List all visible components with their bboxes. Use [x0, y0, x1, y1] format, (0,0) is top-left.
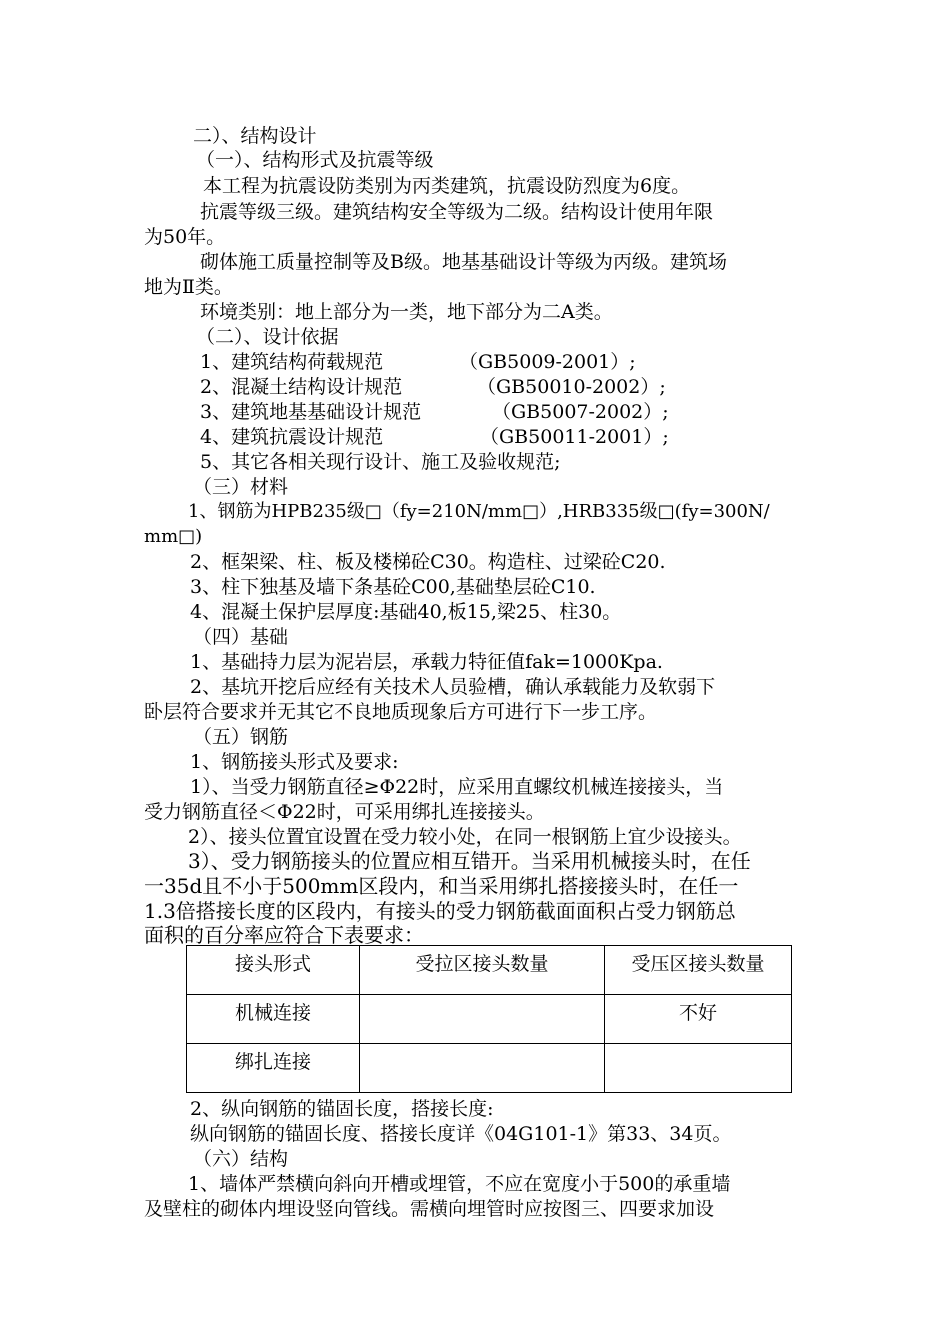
paragraph-line: 环境类别：地上部分为一类，地下部分为二A类。 — [200, 301, 613, 323]
table-cell — [605, 1044, 792, 1093]
paragraph-line: 1、基础持力层为泥岩层，承载力特征值fak=1000Kpa. — [190, 651, 663, 673]
code-item-4: 4、建筑抗震设计规范 — [200, 426, 384, 448]
paragraph-line: 卧层符合要求并无其它不良地质现象后方可进行下一步工序。 — [144, 701, 658, 723]
paragraph-line: 2、基坑开挖后应经有关技术人员验槽，确认承载能力及软弱下 — [190, 676, 716, 698]
subsection-heading-3: （三）材料 — [193, 476, 289, 498]
paragraph-line: 2、纵向钢筋的锚固长度，搭接长度: — [190, 1098, 494, 1120]
paragraph-line: 为50年。 — [144, 226, 226, 248]
code-item-3: 3、建筑地基基础设计规范 — [200, 401, 422, 423]
table-cell — [360, 1044, 605, 1093]
paragraph-line: 1、钢筋为HPB235级□（fy=210N/mm□）,HRB335级□(fy=300N/ — [188, 501, 770, 522]
code-ref-2: （GB50010-2002）; — [477, 376, 666, 398]
paragraph-line: 1.3倍搭接长度的区段内，有接头的受力钢筋截面面积占受力钢筋总 — [144, 899, 736, 923]
table-cell: 绑扎连接 — [187, 1044, 360, 1093]
paragraph-line: 砌体施工质量控制等及B级。地基基础设计等级为丙级。建筑场 — [200, 251, 727, 273]
subsection-heading-4: （四）基础 — [193, 626, 289, 648]
code-item-2: 2、混凝土结构设计规范 — [200, 376, 403, 398]
table-row — [187, 995, 792, 1044]
code-item-1: 1、建筑结构荷载规范 — [200, 351, 384, 373]
paragraph-line: 面积的百分率应符合下表要求： — [144, 923, 424, 947]
table-cell — [360, 995, 605, 1044]
paragraph-line: 3、柱下独基及墙下条基砼C00,基础垫层砼C10. — [190, 576, 596, 598]
table-row — [187, 1044, 792, 1093]
subsection-heading-1: （一）、结构形式及抗震等级 — [196, 149, 434, 171]
paragraph-line: 一35d且不小于500mm区段内，和当采用绑扎搭接接头时，在任一 — [144, 874, 739, 898]
paragraph-line: mm□) — [144, 526, 203, 547]
table-header-cell: 接头形式 — [187, 946, 360, 995]
paragraph-line: 及壁柱的砌体内埋设竖向管线。需横向埋管时应按图三、四要求加设 — [144, 1198, 715, 1220]
table-header-cell: 受拉区接头数量 — [360, 946, 605, 995]
paragraph-line: 2、框架梁、柱、板及楼梯砼C30。构造柱、过梁砼C20. — [190, 551, 666, 573]
paragraph-line: 纵向钢筋的锚固长度、搭接长度详《04G101-1》第33、34页。 — [190, 1123, 732, 1145]
paragraph-line: 2）、接头位置宜设置在受力较小处，在同一根钢筋上宜少设接头。 — [188, 826, 742, 848]
paragraph-line: 受力钢筋直径＜Φ22时，可采用绑扎连接接头。 — [144, 801, 545, 823]
code-item-5: 5、其它各相关现行设计、施工及验收规范; — [200, 451, 561, 473]
paragraph-line: 抗震等级三级。建筑结构安全等级为二级。结构设计使用年限 — [200, 201, 714, 223]
table-header-row — [187, 946, 792, 995]
subsection-heading-6: （六）结构 — [193, 1148, 289, 1170]
subsection-heading-5: （五）钢筋 — [193, 726, 289, 748]
paragraph-line: 1、钢筋接头形式及要求: — [190, 751, 399, 773]
paragraph-line: 4、混凝土保护层厚度:基础40,板15,梁25、柱30。 — [190, 601, 622, 623]
table-cell: 不好 — [605, 995, 792, 1044]
paragraph-line: 1）、当受力钢筋直径≥Φ22时，应采用直螺纹机械连接接头，当 — [190, 776, 724, 798]
splice-ratio-table — [186, 945, 792, 1093]
paragraph-line: 地为Ⅱ类。 — [144, 276, 233, 298]
table-cell: 机械连接 — [187, 995, 360, 1044]
code-ref-1: （GB5009-2001）; — [459, 351, 636, 373]
paragraph-line: 1、墙体严禁横向斜向开槽或埋管，不应在宽度小于500的承重墙 — [188, 1173, 731, 1195]
code-ref-3: （GB5007-2002）; — [492, 401, 669, 423]
code-ref-4: （GB50011-2001）; — [480, 426, 669, 448]
paragraph-line: 本工程为抗震设防类别为丙类建筑，抗震设防烈度为6度。 — [203, 175, 691, 197]
subsection-heading-2: （二）、设计依据 — [196, 326, 339, 348]
paragraph-line: 3）、受力钢筋接头的位置应相互错开。当采用机械接头时，在任 — [188, 849, 751, 873]
table-header-cell: 受压区接头数量 — [605, 946, 792, 995]
section-heading-structure-design: 二）、结构设计 — [193, 125, 317, 147]
